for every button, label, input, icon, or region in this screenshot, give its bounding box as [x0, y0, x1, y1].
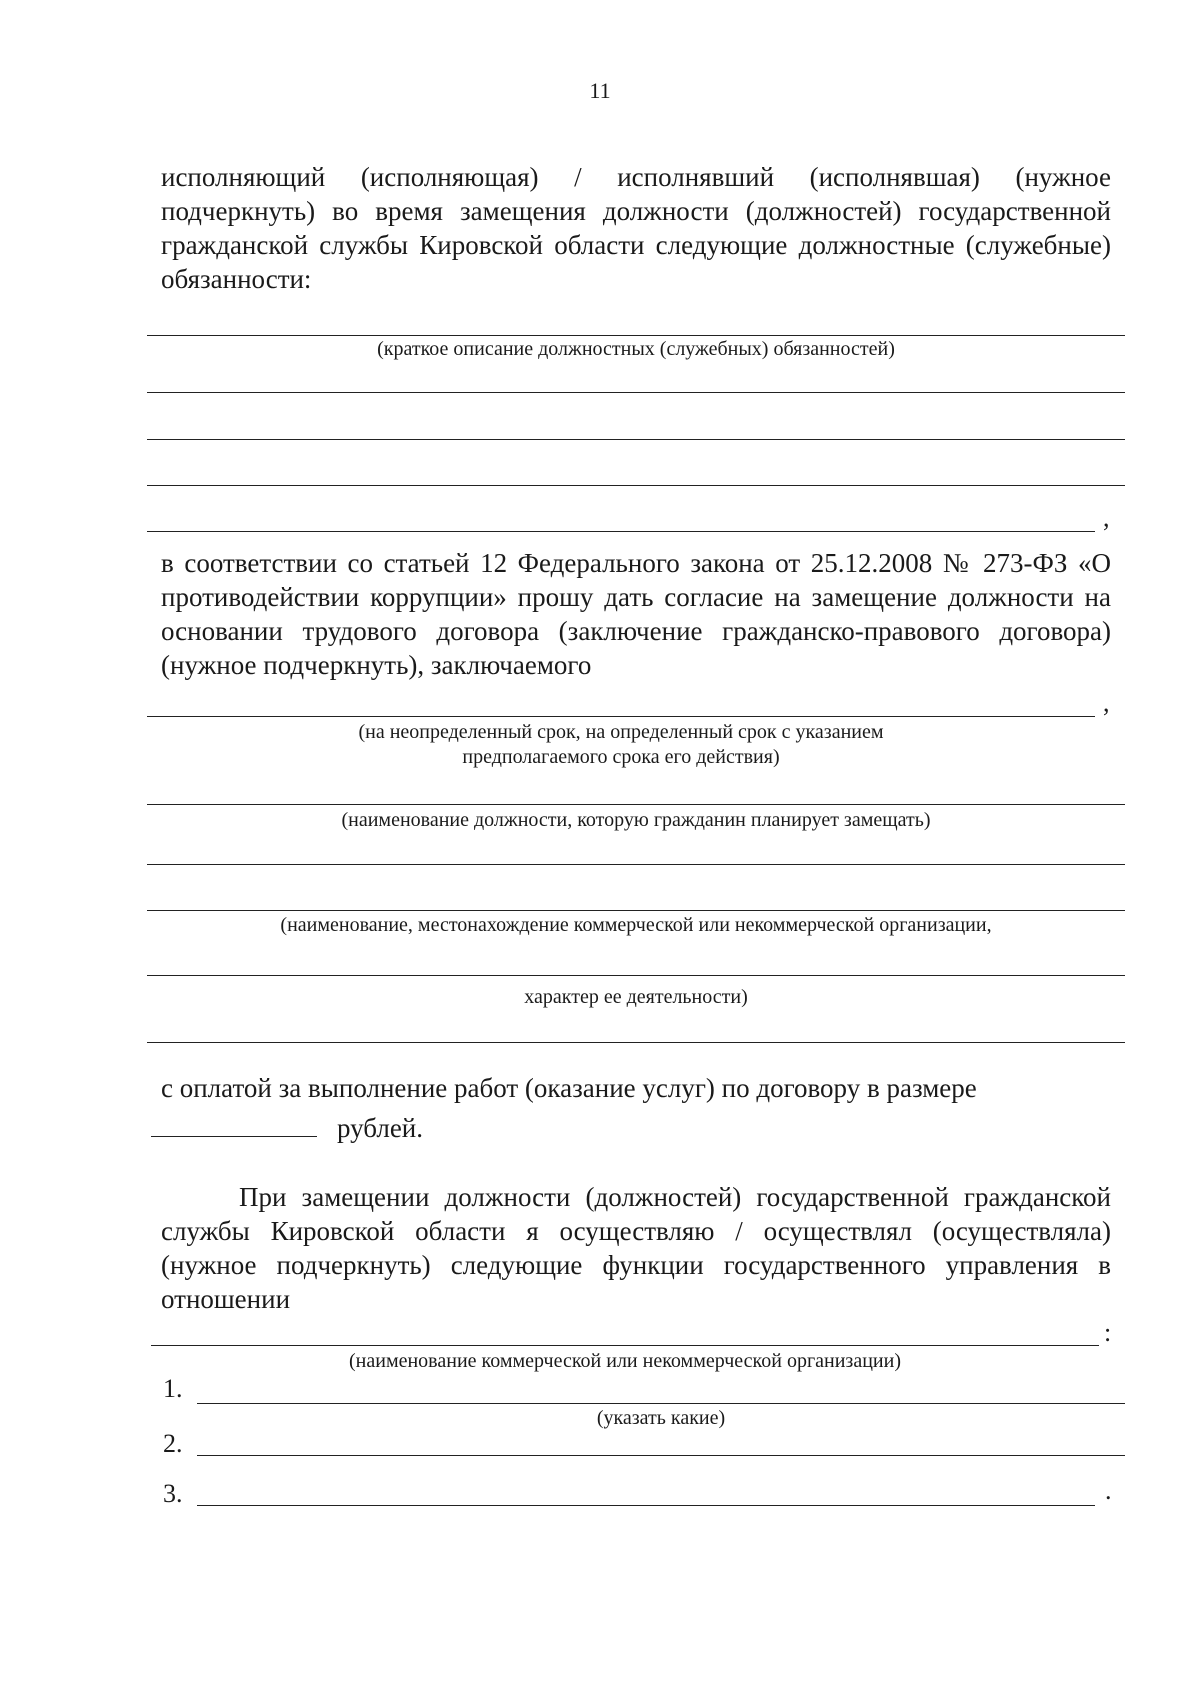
blank-line-organization-2 — [147, 975, 1125, 976]
caption-duties: (краткое описание должностных (служебных) обязанностей) — [377, 338, 895, 360]
blank-line-function-3 — [197, 1505, 1095, 1506]
blank-line-position — [147, 804, 1125, 805]
paragraph-payment-line1: с оплатой за выполнение работ (оказание услуг) по договору в размере — [161, 1073, 977, 1103]
blank-line-duties-3 — [147, 439, 1125, 440]
blank-line-duties-5 — [147, 531, 1095, 532]
caption-organization-line1: (наименование, местонахождение коммерческой или некоммерческой организации, — [280, 914, 992, 936]
blank-line-contract-term — [147, 716, 1095, 717]
caption-organization-name: (наименование коммерческой или некоммерческой организации) — [349, 1350, 901, 1372]
caption-specify: (указать какие) — [596, 1407, 726, 1429]
comma-after-term: , — [1103, 688, 1110, 717]
paragraph-state-functions: При замещении должности (должностей) государственной гражданской службы Кировской области я осуществляю / осуществлял (осуществляла) (нужное подчеркнуть) следующие функции государственного управления в отношении — [161, 1182, 1111, 1314]
page-number: 11 — [589, 78, 611, 103]
list-number-2: 2. — [163, 1429, 183, 1458]
blank-line-position-2 — [147, 864, 1125, 865]
colon-after-organization: : — [1104, 1318, 1112, 1347]
blank-line-duties-2 — [147, 392, 1125, 393]
period-after-functions: . — [1105, 1476, 1112, 1505]
caption-term-line1: (на неопределенный срок, на определенный срок с указанием — [358, 721, 884, 743]
list-number-1: 1. — [163, 1374, 183, 1403]
blank-line-payment-amount — [151, 1136, 317, 1137]
blank-line-function-2 — [197, 1455, 1125, 1456]
comma-after-duties: , — [1103, 503, 1110, 532]
blank-line-organization-name — [151, 1345, 1099, 1346]
caption-position: (наименование должности, которую гражданин планирует замещать) — [341, 809, 931, 831]
caption-term-line2: предполагаемого срока его действия) — [462, 746, 780, 768]
blank-line-duties-4 — [147, 485, 1125, 486]
blank-line-duties-1 — [147, 335, 1125, 336]
caption-organization-line2: характер ее деятельности) — [524, 986, 748, 1008]
list-number-3: 3. — [163, 1479, 183, 1508]
blank-line-organization-3 — [147, 1042, 1125, 1043]
blank-line-function-1 — [197, 1403, 1125, 1404]
paragraph-consent-request: в соответствии со статьей 12 Федерального закона от 25.12.2008 № 273-ФЗ «О противодействии коррупции» прошу дать согласие на замещение должности на основании трудового договора (заключение гражданско-правового договора) (нужное подчеркнуть), заключаемого — [161, 548, 1111, 680]
paragraph-official-duties: исполняющий (исполняющая) / исполнявший (исполнявшая) (нужное подчеркнуть) во время замещения должности (должностей) государственной гражданской службы Кировской области следующие должностные (служебные) обязанности: — [161, 162, 1111, 294]
blank-line-organization — [147, 910, 1125, 911]
paragraph-payment-line2: рублей. — [337, 1113, 424, 1143]
